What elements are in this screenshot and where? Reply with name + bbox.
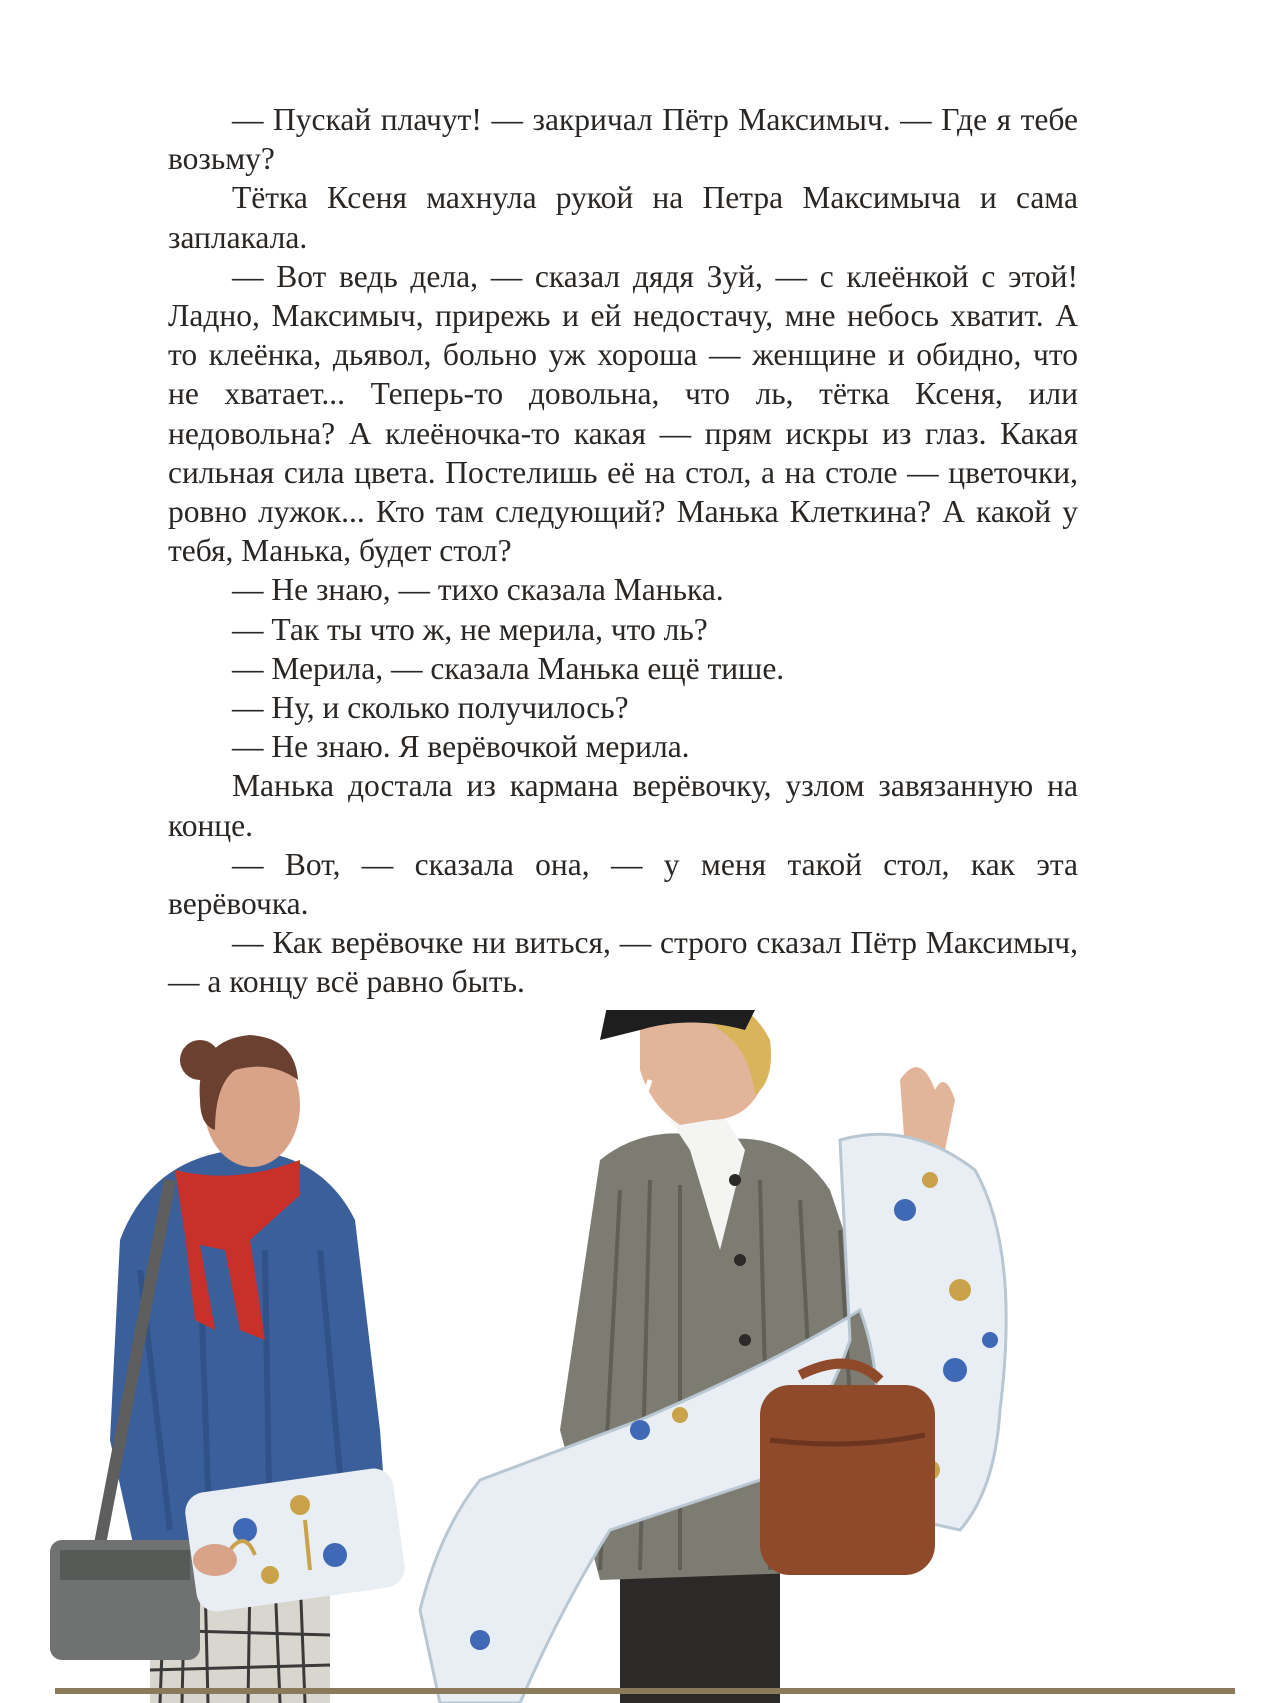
paragraph: — Мерила, — сказала Манька ещё тише.	[232, 650, 785, 686]
woman-figure	[50, 1035, 407, 1703]
story-text	[168, 100, 1078, 1002]
paragraph: — Как верёвочке ни виться, — строго сказал Пётр Максимыч, — а концу всё равно быть.	[168, 925, 1078, 1000]
brown-bag	[760, 1364, 935, 1575]
paragraph: — Пускай плачут! — закричал Пётр Максимыч. — Где я тебе возьму?	[168, 102, 1078, 177]
paragraph: — Вот, — сказала она, — у меня такой стол, как эта верёвочка.	[168, 846, 1078, 922]
illustration-market-scene	[0, 1010, 1279, 1703]
paragraph: — Не знаю, — тихо сказала Манька.	[232, 572, 724, 608]
paragraph: — Не знаю. Я верёвочкой мерила.	[232, 729, 690, 765]
paragraph: Манька достала из кармана верёвочку, узлом завязанную на конце.	[168, 768, 1078, 843]
page-bottom-rule	[55, 1688, 1235, 1694]
paragraph: — Ну, и сколько получилось?	[232, 690, 629, 726]
paragraph: — Так ты что ж, не мерила, что ль?	[232, 611, 708, 647]
paragraph: Тётка Ксеня махнула рукой на Петра Максимыча и сама заплакала.	[168, 180, 1078, 255]
paragraph: — Вот ведь дела, — сказал дядя Зуй, — с клеёнкой с этой! Ладно, Максимыч, прирежь и ей недостачу, мне небось хватит. А то клеёнка, дьявол, больно уж хороша — женщине и обидно, что не хватает... Теперь-то довольна, что ль, тётка Ксеня, или недовольна? А клеёночка-то какая — прям искры из глаз. Какая сильная сила цвета. Постелишь её на стол, а на столе — цветочки, ровно лужок... Кто там следующий? Манька Клеткина? А какой у тебя, Манька, будет стол?	[168, 258, 1078, 569]
